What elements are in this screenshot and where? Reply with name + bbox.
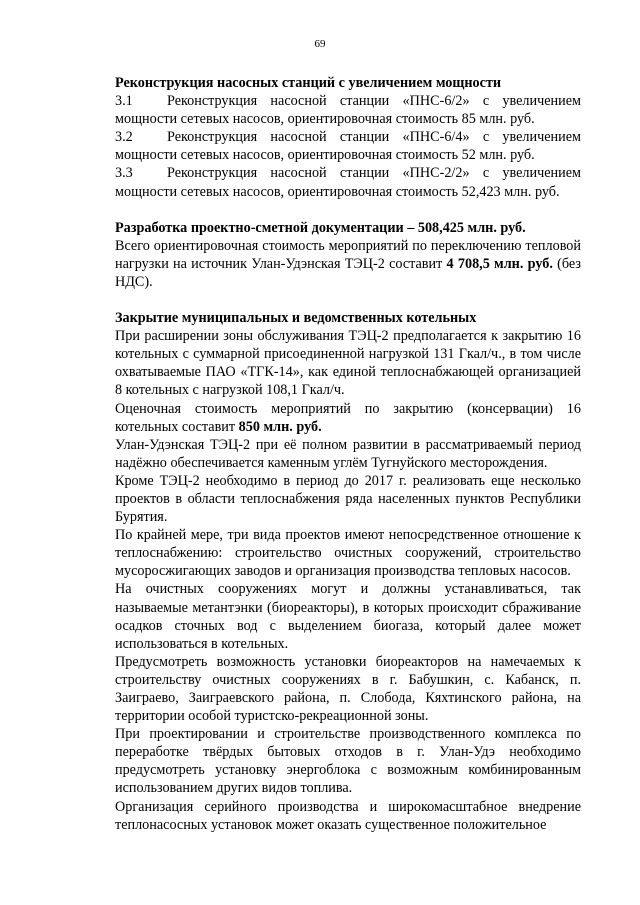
paragraph-tail: (без НДС). — [115, 255, 581, 290]
paragraph: На очистных сооружениях могут и должны устанавливаться, так называемые метантэнки (биореакторы), в которых происходит сбраживание осадков сточных вод с выделением биогаза, который далее может использоваться в котельных. — [115, 581, 581, 652]
paragraph: По крайней мере, три вида проектов имеют непосредственное отношение к теплоснабжению: строительство очистных сооружений, строительство мусоросжигающих заводов и организация производства тепловых насосов. — [115, 527, 581, 580]
total-cost: 4 708,5 млн. руб. — [446, 255, 553, 272]
item-text: Реконструкция насосной станции «ПНС-6/2» с увеличением мощности сетевых насосов, ориентировочная стоимость 85 млн. руб. — [115, 93, 581, 128]
section-heading-boiler-closure: Закрытие муниципальных и ведомственных котельных — [115, 310, 477, 327]
paragraph-text: Всего ориентировочная стоимость мероприятий по переключению тепловой нагрузки на источник Улан-Удэнская ТЭЦ-2 составит — [115, 237, 581, 272]
page-number: 69 — [314, 38, 326, 50]
paragraph: Улан-Удэнская ТЭЦ-2 при её полном развитии в рассматриваемый период надёжно обеспечивается каменным углём Тугнуйского месторождения. — [115, 436, 581, 471]
list-item — [115, 92, 581, 128]
closure-cost: 850 млн. руб. — [238, 418, 322, 435]
item-text: Реконструкция насосной станции «ПНС-2/2» с увеличением мощности сетевых насосов, ориентировочная стоимость 52,423 млн. руб. — [115, 165, 581, 200]
item-number: 3.1 — [115, 93, 133, 110]
paragraph: Организация серийного производства и широкомасштабное внедрение теплонасосных установок может оказать существенное положительное — [115, 798, 581, 833]
section-heading-pump-stations: Реконструкция насосных станций с увеличением мощности — [115, 75, 502, 91]
paragraph: При проектировании и строительстве производственного комплекса по переработке твёрдых бытовых отходов в г. Улан-Удэ необходимо предусмотреть установку энергоблока с возможным комбинированным использованием других видов топлива. — [115, 726, 581, 797]
document-body — [115, 74, 581, 834]
item-text: Реконструкция насосной станции «ПНС-6/4» с увеличением мощности сетевых насосов, ориентировочная стоимость 52 млн. руб. — [115, 129, 581, 164]
paragraph: Кроме ТЭЦ-2 необходимо в период до 2017 г. реализовать еще несколько проектов в области теплоснабжения ряда населенных пунктов Республики Бурятия. — [115, 472, 581, 526]
item-number: 3.3 — [115, 165, 133, 182]
paragraph-text: Оценочная стоимость мероприятий по закрытию (консервации) 16 котельных составит — [115, 400, 581, 435]
section-heading-design-docs: Разработка проектно-сметной документации – 508,425 млн. руб. — [115, 219, 526, 236]
list-item — [115, 164, 581, 200]
paragraph — [115, 237, 581, 291]
paragraph — [115, 400, 581, 436]
list-item — [115, 128, 581, 164]
item-number: 3.2 — [115, 129, 133, 146]
paragraph: Предусмотреть возможность установки биореакторов на намечаемых к строительству очистных сооружениях в г. Бабушкин, с. Кабанск, п. Заиграево, Заиграевского района, п. Слобода, Кяхтинского района, на территории особой туристско-рекреационной зоны. — [115, 653, 581, 725]
paragraph: При расширении зоны обслуживания ТЭЦ-2 предполагается к закрытию 16 котельных с суммарной присоединенной нагрузкой 131 Гкал/ч., в том числе охватываемые ПАО «ТГК-14», как единой теплоснабжающей организацией 8 котельных с нагрузкой 108,1 Гкал/ч. — [115, 328, 581, 399]
